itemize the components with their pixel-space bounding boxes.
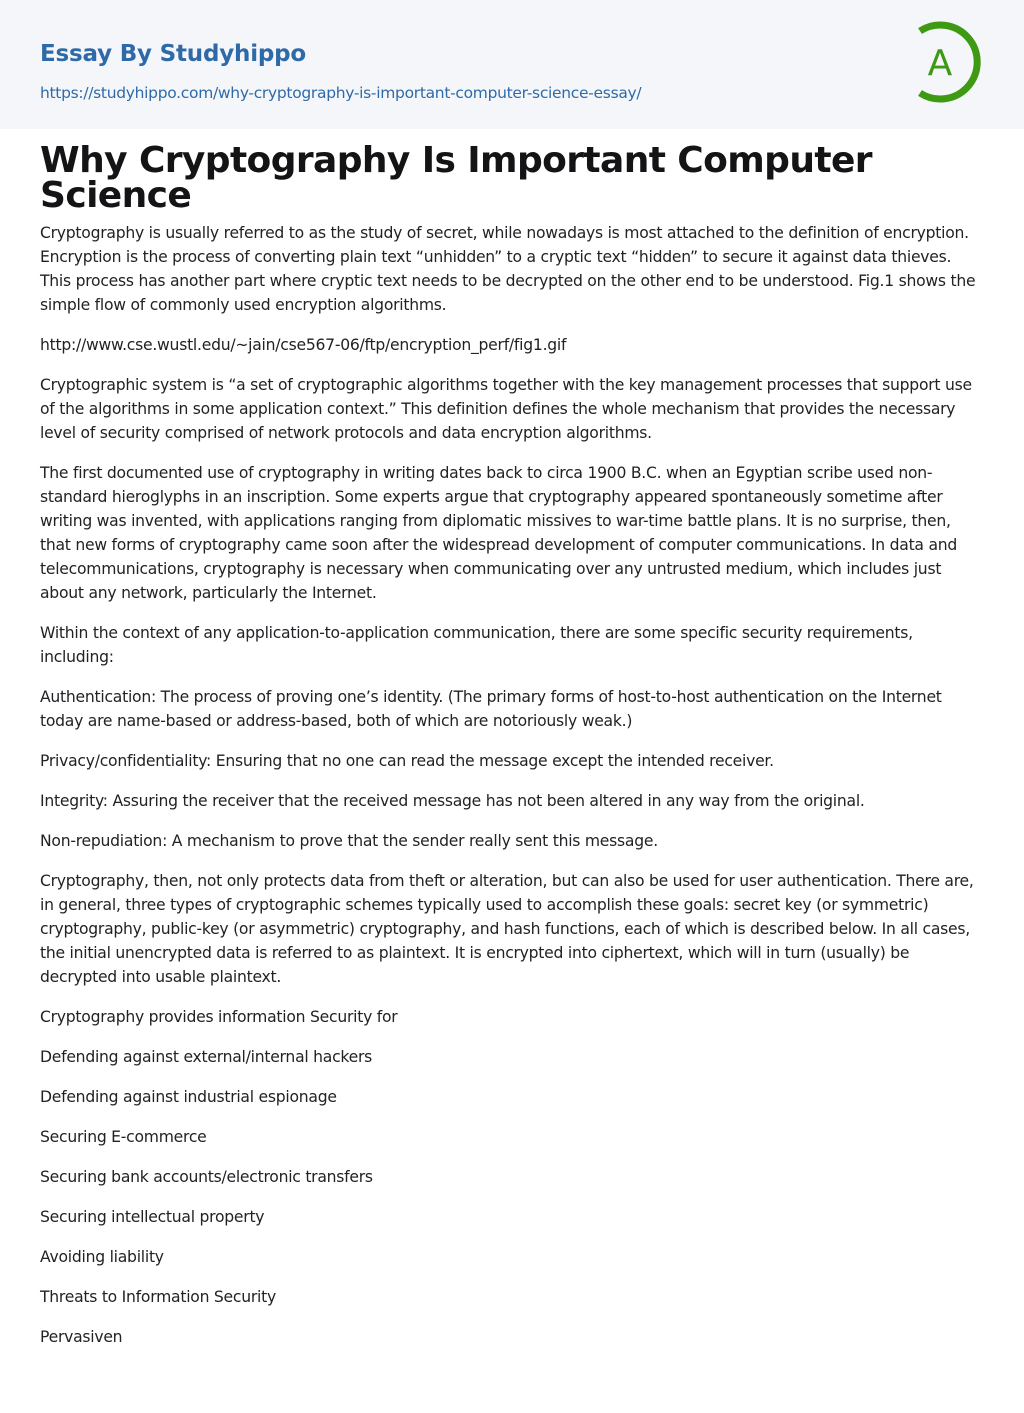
page-title: Why Cryptography Is Important Computer Science <box>40 140 872 216</box>
list-item: Securing E-commerce <box>40 1128 207 1146</box>
list-item: Cryptography provides information Security for <box>40 1008 398 1026</box>
brand-title: Essay By Studyhippo <box>40 41 307 67</box>
paragraph: Cryptographic system is “a set of cryptographic algorithms together with the key management processes that support use of the algorithms in some application context.” This definition defines the whole mechanism that provides the necessary level of security comprised of network protocols and data encryption algorithms. <box>40 376 972 442</box>
studyhippo-logo-icon[interactable] <box>910 18 988 106</box>
article <box>0 129 1024 1405</box>
list-item: Securing intellectual property <box>40 1208 265 1226</box>
paragraph: Integrity: Assuring the receiver that the received message has not been altered in any way from the original. <box>40 792 865 810</box>
list-item: Defending against industrial espionage <box>40 1088 337 1106</box>
paragraph: Within the context of any application-to-application communication, there are some specific security requirements, including: <box>40 624 913 666</box>
figure-url-text: http://www.cse.wustl.edu/~jain/cse567-06/ftp/encryption_perf/fig1.gif <box>40 336 567 354</box>
paragraph: Non-repudiation: A mechanism to prove that the sender really sent this message. <box>40 832 658 850</box>
site-header <box>0 0 1024 129</box>
logo-letter: A <box>927 43 953 84</box>
list-item: Securing bank accounts/electronic transfers <box>40 1168 373 1186</box>
list-item: Defending against external/internal hackers <box>40 1048 373 1066</box>
paragraph: Cryptography, then, not only protects data from theft or alteration, but can also be used for user authentication. There are, in general, three types of cryptographic schemes typically used to accomplish these goals: secret key (or symmetric) cryptography, public-key (or asymmetric) cryptography, and hash functions, each of which is described below. In all cases, the initial unencrypted data is referred to as plaintext. It is encrypted into ciphertext, which will in turn (usually) be decrypted into usable plaintext. <box>40 872 974 986</box>
list-item: Threats to Information Security <box>40 1288 276 1306</box>
list-item: Avoiding liability <box>40 1248 164 1266</box>
paragraph: Authentication: The process of proving one’s identity. (The primary forms of host-to-host authentication on the Internet today are name-based or address-based, both of which are notoriously weak.) <box>40 688 942 730</box>
paragraph: Privacy/confidentiality: Ensuring that no one can read the message except the intended receiver. <box>40 752 774 770</box>
paragraph: The first documented use of cryptography in writing dates back to circa 1900 B.C. when an Egyptian scribe used non-standard hieroglyphs in an inscription. Some experts argue that cryptography appeared spontaneously sometime after writing was invented, with applications ranging from diplomatic missives to war-time battle plans. It is no surprise, then, that new forms of cryptography came soon after the widespread development of computer communications. In data and telecommunications, cryptography is necessary when communicating over any untrusted medium, which includes just about any network, particularly the Internet. <box>40 464 958 602</box>
essay-url-link[interactable]: https://studyhippo.com/why-cryptography-is-important-computer-science-essay/ <box>40 84 642 102</box>
paragraph-intro: Cryptography is usually referred to as the study of secret, while nowadays is most attached to the definition of encryption. Encryption is the process of converting plain text “unhidden” to a cryptic text “hidden” to secure it against data thieves. This process has another part where cryptic text needs to be decrypted on the other end to be understood. Fig.1 shows the simple flow of commonly used encryption algorithms. <box>40 224 976 314</box>
list-item: Pervasiven <box>40 1328 123 1346</box>
